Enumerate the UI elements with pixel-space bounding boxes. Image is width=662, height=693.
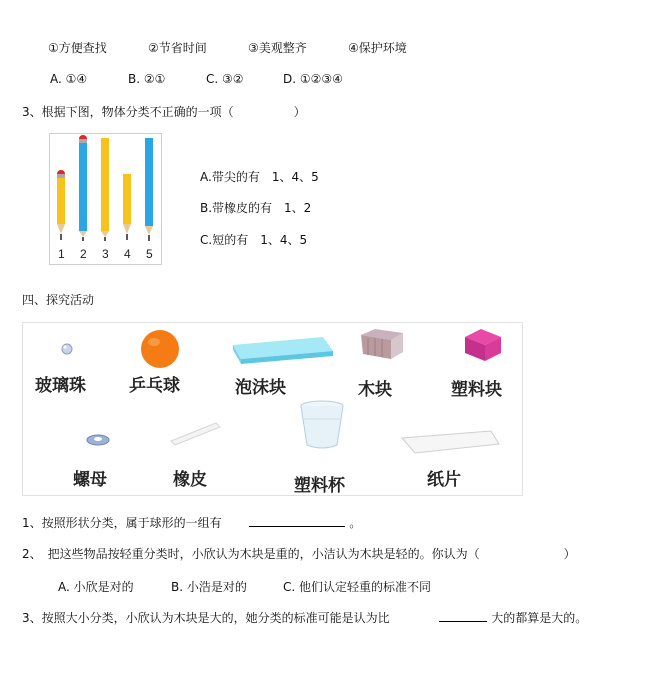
item-label-glass-bead: 玻璃珠 [35, 376, 86, 396]
plastic-cup-image [301, 401, 343, 448]
question-4-3-text: 3、按照大小分类，小欣认为木块是大的，她分类的标准可能是认为比 [22, 611, 390, 625]
item-label-wood-block: 木块 [358, 380, 392, 400]
item-label-foam-block: 泡沫块 [235, 378, 286, 398]
choice-a: A. ①④ [50, 72, 88, 86]
option-4: ④保护环境 [348, 41, 407, 55]
pencil-4 [123, 174, 131, 240]
pencil-1 [57, 170, 65, 240]
pencil-number-2: 2 [80, 247, 87, 261]
item-label-nut: 螺母 [73, 470, 107, 490]
glass-bead-image [62, 344, 72, 354]
pencil-figure [49, 133, 162, 265]
question-4-1-end: 。 [349, 516, 362, 530]
pencil-number-1: 1 [58, 247, 65, 261]
answer-blank-3[interactable] [439, 621, 487, 622]
wood-block-image [361, 329, 403, 359]
item-label-ping-pong-ball: 乒乓球 [129, 376, 180, 396]
pencil-5 [145, 138, 153, 241]
choice-c: C. ③② [206, 72, 244, 86]
q4-2-option-b: B. 小浩是对的 [171, 580, 247, 594]
pencil-2 [79, 135, 87, 241]
item-label-plastic-cup: 塑料杯 [294, 476, 345, 496]
option-3: ③美观整齐 [248, 41, 307, 55]
choice-b: B. ②① [128, 72, 166, 86]
q4-2-option-a: A. 小欣是对的 [58, 580, 134, 594]
question-4-3 [22, 609, 587, 626]
paper-image [402, 431, 499, 453]
q3-option-c: C.短的有 1、4、5 [200, 233, 308, 247]
section-title: 四、探究活动 [22, 293, 95, 307]
item-label-eraser: 橡皮 [173, 470, 207, 490]
pencil-number-3: 3 [102, 247, 109, 261]
pencil-3 [101, 138, 109, 241]
question-4-1-text: 1、按照形状分类，属于球形的一组有 [22, 516, 222, 530]
foam-block-image [233, 337, 333, 364]
items-figure [22, 322, 523, 496]
q4-2-option-c: C. 他们认定轻重的标准不同 [283, 580, 432, 594]
pencil-number-5: 5 [146, 247, 153, 261]
item-label-plastic-block: 塑料块 [451, 380, 502, 400]
question-3: 3、根据下图，物体分类不正确的一项（ ） [22, 105, 306, 119]
item-label-paper: 纸片 [427, 470, 461, 490]
question-4-3-end: 大的都算是大的。 [491, 611, 588, 625]
nut-image [87, 435, 109, 445]
plastic-block-image [465, 329, 501, 361]
q3-option-a: A.带尖的有 1、4、5 [200, 170, 319, 184]
choice-d: D. ①②③④ [283, 72, 343, 86]
ping-pong-ball-image [141, 330, 179, 368]
eraser-image [171, 423, 220, 445]
pencil-number-4: 4 [124, 247, 131, 261]
option-2: ②节省时间 [148, 41, 207, 55]
question-4-2: 2、 把这些物品按轻重分类时，小欣认为木块是重的，小洁认为木块是轻的。你认为（ ） [22, 547, 576, 561]
answer-blank-1[interactable] [249, 526, 345, 527]
option-1: ①方便查找 [48, 41, 107, 55]
q3-option-b: B.带橡皮的有 1、2 [200, 201, 312, 215]
question-4-1 [22, 514, 361, 531]
